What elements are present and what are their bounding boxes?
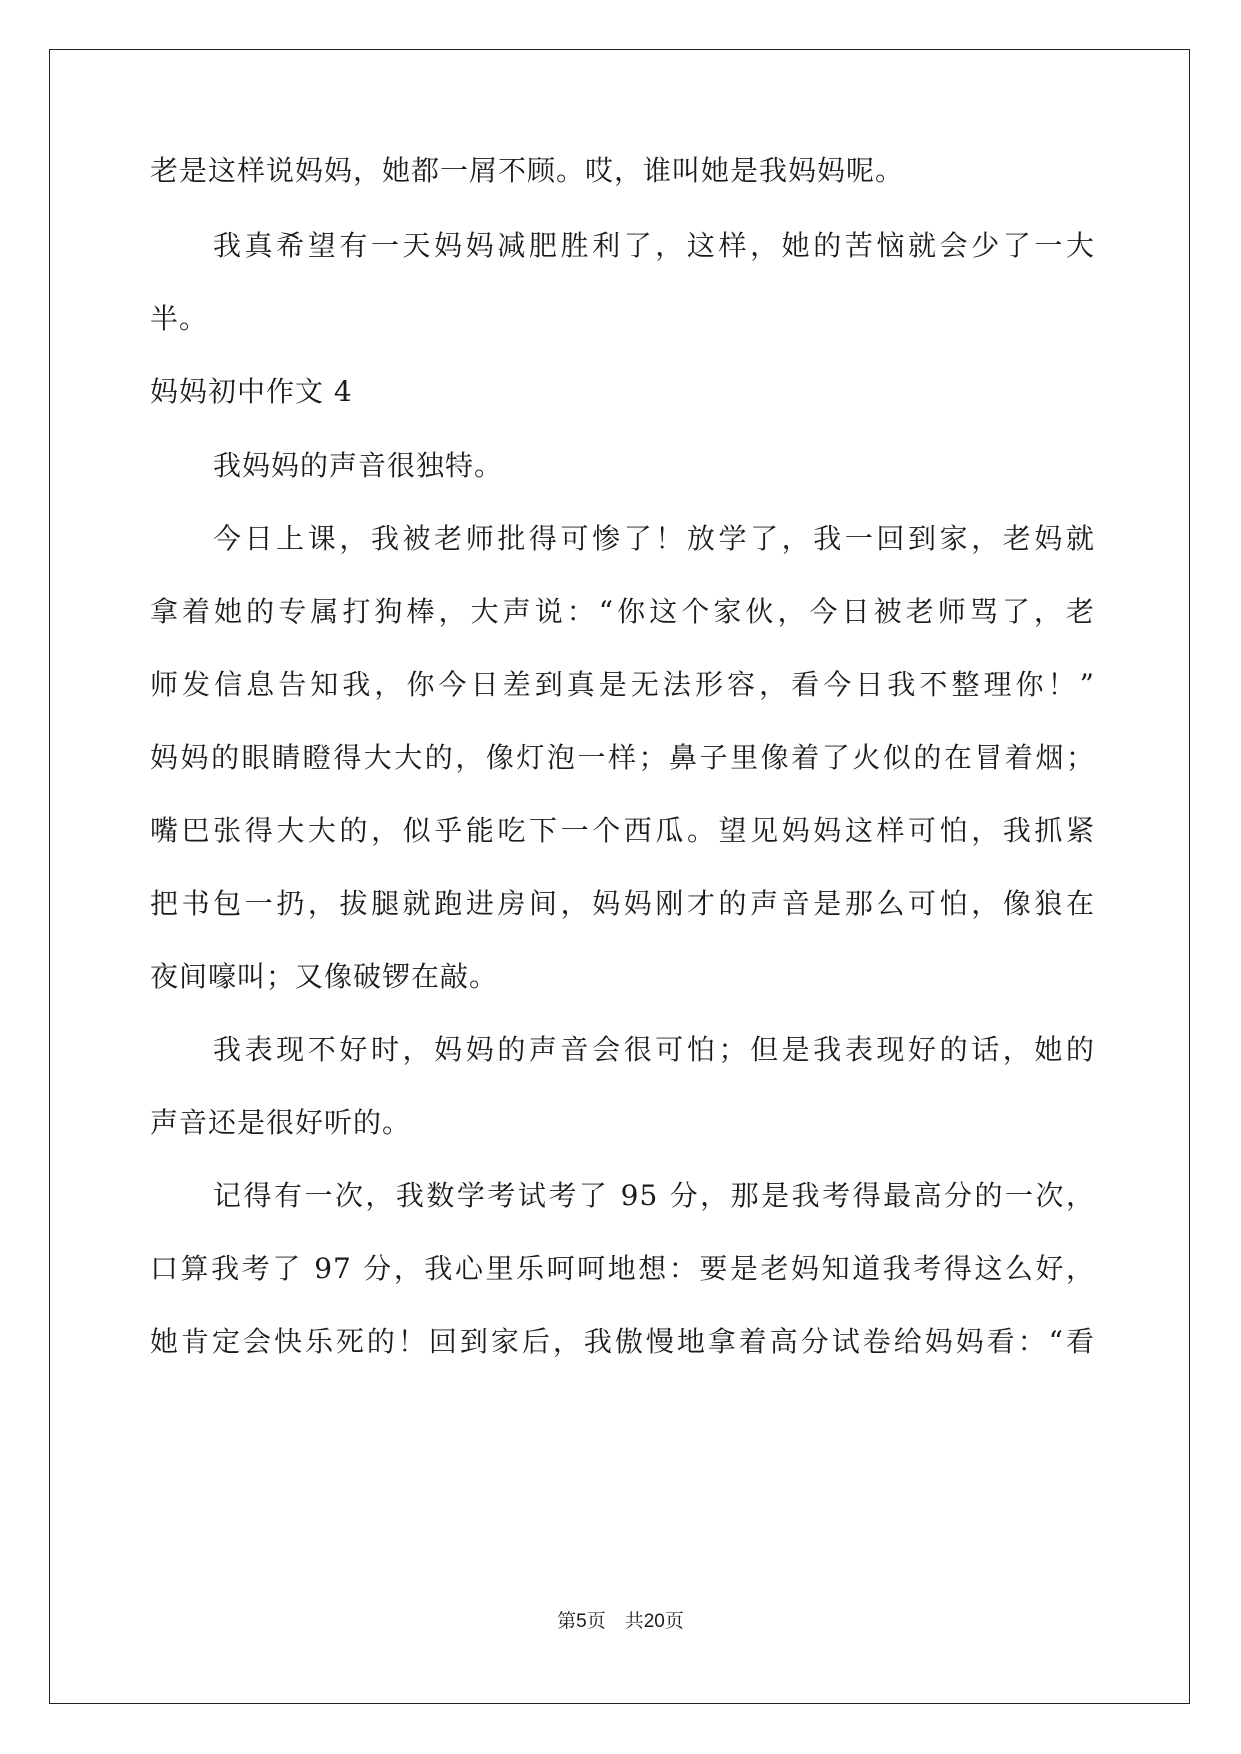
footer-suffix: 页 — [664, 1610, 684, 1632]
text-line: 妈妈的眼睛瞪得大大的，像灯泡一样；鼻子里像着了火似的在冒着烟； — [150, 741, 1095, 774]
text-line: 我真希望有一天妈妈减肥胜利了，这样，她的苦恼就会少了一大 — [213, 229, 1095, 262]
text-line: 她肯定会快乐死的！回到家后，我傲慢地拿着高分试卷给妈妈看：“看 — [150, 1325, 1095, 1358]
page-number-footer — [0, 1609, 1241, 1634]
text-line: 记得有一次，我数学考试考了 95 分，那是我考得最高分的一次， — [213, 1179, 1095, 1212]
text-line: 口算我考了 97 分，我心里乐呵呵地想：要是老妈知道我考得这么好， — [150, 1252, 1095, 1285]
text-line: 今日上课，我被老师批得可惨了！放学了，我一回到家，老妈就 — [213, 522, 1095, 555]
current-page-number: 5 — [576, 1611, 587, 1632]
page-border — [49, 49, 1190, 1704]
text-line: 嘴巴张得大大的，似乎能吃下一个西瓜。望见妈妈这样可怕，我抓紧 — [150, 814, 1095, 847]
text-line: 我妈妈的声音很独特。 — [213, 449, 504, 482]
footer-middle: 页 共 — [586, 1610, 644, 1632]
total-page-number: 20 — [643, 1611, 665, 1632]
text-line: 师发信息告知我，你今日差到真是无法形容，看今日我不整理你！” — [150, 668, 1095, 701]
text-line: 我表现不好时，妈妈的声音会很可怕；但是我表现好的话，她的 — [213, 1033, 1095, 1066]
text-line: 把书包一扔，拔腿就跑进房间，妈妈刚才的声音是那么可怕，像狼在 — [150, 887, 1095, 920]
text-line: 拿着她的专属打狗棒，大声说：“你这个家伙，今日被老师骂了，老 — [150, 595, 1095, 628]
text-line: 半。 — [150, 302, 209, 335]
footer-prefix: 第 — [557, 1610, 577, 1632]
text-line: 声音还是很好听的。 — [150, 1106, 412, 1139]
section-heading: 妈妈初中作文 4 — [150, 375, 353, 408]
text-line: 老是这样说妈妈，她都一屑不顾。哎，谁叫她是我妈妈呢。 — [150, 154, 905, 187]
text-line: 夜间嚎叫；又像破锣在敲。 — [150, 960, 499, 993]
